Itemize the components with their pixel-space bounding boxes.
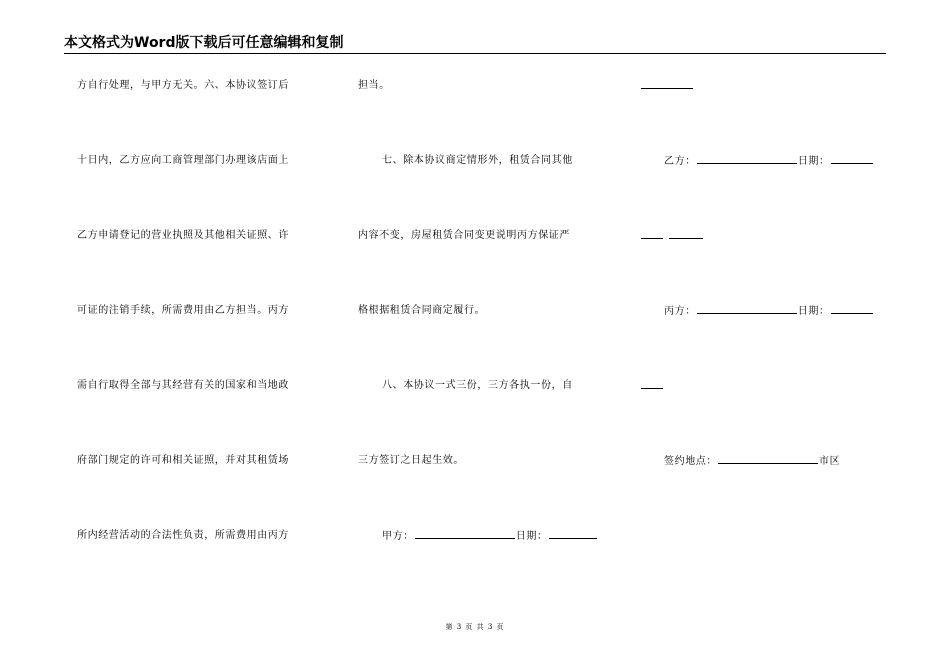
page-number-footer: 第 3 页 共 3 页 xyxy=(445,623,505,631)
party-c-signature-line xyxy=(640,304,874,319)
fill-blank[interactable] xyxy=(641,79,693,89)
text-line: 方自行处理，与甲方无关。六、本协议签订后 xyxy=(77,80,289,91)
text-line: 担当。 xyxy=(358,80,390,91)
date-label: 日期： xyxy=(797,156,830,167)
party-c-label: 丙方： xyxy=(664,306,696,317)
signing-place-blank[interactable] xyxy=(718,454,818,464)
party-a-date-blank[interactable] xyxy=(549,529,597,539)
blank-line xyxy=(640,79,694,94)
text-line: 三方签订之日起生效。 xyxy=(358,455,464,466)
text-line: 内容不变，房屋租赁合同变更说明丙方保证严 xyxy=(358,230,570,241)
date-label: 日期： xyxy=(515,531,548,542)
text-line: 所内经营活动的合法性负责，所需费用由丙方 xyxy=(77,530,289,541)
city-district-label: 市区 xyxy=(819,456,841,467)
text-line: 需自行取得全部与其经营有关的国家和当地政 xyxy=(77,380,289,391)
text-line: 格根据租赁合同商定履行。 xyxy=(358,305,486,316)
text-line: 可证的注销手续，所需费用由乙方担当。丙方 xyxy=(77,305,289,316)
fill-blank[interactable] xyxy=(641,379,663,389)
fill-blank[interactable] xyxy=(641,229,663,239)
party-c-blank[interactable] xyxy=(697,304,797,314)
party-b-signature-line xyxy=(640,154,874,169)
text-line: 府部门规定的许可和相关证照，并对其租赁场 xyxy=(77,455,289,466)
blank-line xyxy=(640,229,704,244)
party-b-blank[interactable] xyxy=(697,154,797,164)
text-line: 七、除本协议商定情形外，租赁合同其他 xyxy=(382,155,573,166)
party-c-date-blank[interactable] xyxy=(831,304,873,314)
signing-place-label: 签约地点： xyxy=(664,456,717,467)
party-a-signature-line xyxy=(358,529,598,544)
page-header-title: 本文格式为Word版下载后可任意编辑和复制 xyxy=(64,35,344,51)
text-line: 乙方申请登记的营业执照及其他相关证照、许 xyxy=(77,230,289,241)
text-line: 十日内，乙方应向工商管理部门办理该店面上 xyxy=(77,155,289,166)
fill-blank[interactable] xyxy=(669,229,703,239)
signing-place-line xyxy=(640,454,840,469)
blank-line xyxy=(640,379,664,394)
text-line: 八、本协议一式三份，三方各执一份，自 xyxy=(382,380,573,391)
party-b-label: 乙方： xyxy=(664,156,696,167)
party-a-blank[interactable] xyxy=(415,529,515,539)
date-label: 日期： xyxy=(797,306,830,317)
header-divider xyxy=(64,53,886,54)
party-a-label: 甲方： xyxy=(382,531,414,542)
party-b-date-blank[interactable] xyxy=(831,154,873,164)
